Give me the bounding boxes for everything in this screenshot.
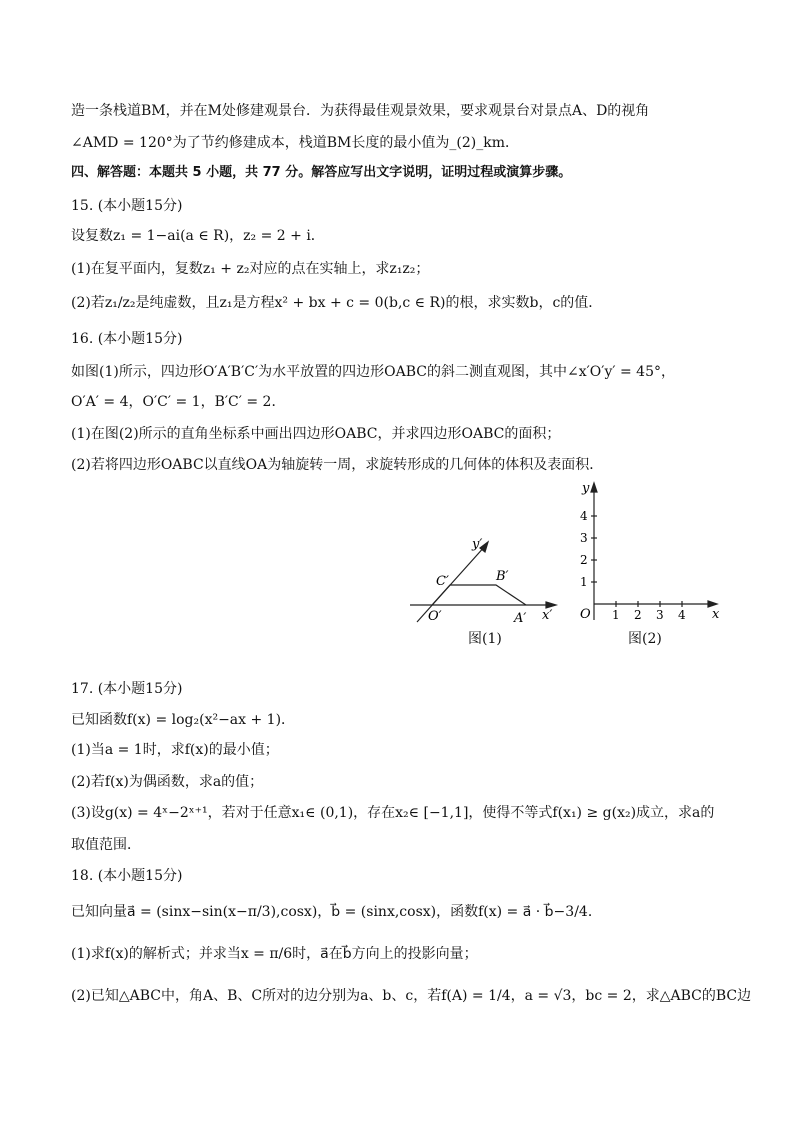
text-line: (1)在图(2)所示的直角坐标系中画出四边形OABC，并求四边形OABC的面积； [71,426,561,442]
x-axis-label: x [712,607,720,622]
text-line: (1)在复平面内，复数z₁ + z₂对应的点在实轴上，求z₁z₂； [71,261,430,277]
label-x-prime: x′ [542,608,553,623]
text-line: 设复数z₁ = 1−ai(a ∈ R)，z₂ = 2 + i． [71,228,325,244]
text-line: 如图(1)所示，四边形O′A′B′C′为水平放置的四边形OABC的斜二测直观图，其中∠x′O′y′ = 45°， [71,364,675,380]
question-header: 18. (本小题15分) [71,868,183,884]
label-c-prime: C′ [436,574,449,589]
label-a-prime: A′ [514,611,527,626]
text-line: ∠AMD = 120°为了节约修建成本，栈道BM长度的最小值为_(2)_km． [71,135,519,151]
figure-2-caption: 图(2) [628,631,662,647]
text-line: (2)若将四边形OABC以直线OA为轴旋转一周，求旋转形成的几何体的体积及表面积． [71,457,604,473]
x-tick-label: 2 [634,608,642,622]
question-header: 16. (本小题15分) [71,331,183,347]
text-line: (3)设g(x) = 4ˣ−2ˣ⁺¹，若对于任意x₁∈ (0,1)，存在x₂∈ [−1,1]，使得不等式f(x₁) ≥ g(x₂)成立，求a的 [71,805,715,821]
text-line: O′A′ = 4，O′C′ = 1，B′C′ = 2． [71,394,286,410]
y-tick-label: 2 [580,553,588,567]
text-line: (1)求f(x)的解析式；并求当x = π/6时，a⃗在b⃗方向上的投影向量； [71,946,478,962]
figure-1-oblique-drawing [400,530,570,630]
text-line: 取值范围． [71,837,141,853]
label-y-prime: y′ [472,537,483,552]
question-header: 17. (本小题15分) [71,681,183,697]
figure-1-caption: 图(1) [468,631,502,647]
x-tick-label: 1 [612,608,620,622]
figure-2-coordinate-system [572,478,732,626]
text-line: 已知向量a⃗ = (sinx−sin(x−π/3),cosx)，b⃗ = (sinx,cosx)，函数f(x) = a⃗ · b⃗−3/4． [71,904,602,920]
question-header: 15. (本小题15分) [71,198,183,214]
y-tick-label: 1 [580,575,588,589]
x-tick-label: 4 [678,608,686,622]
origin-label: O [580,607,591,622]
label-o-prime: O′ [428,609,442,624]
text-line: (1)当a = 1时，求f(x)的最小值； [71,742,279,758]
label-b-prime: B′ [496,569,509,584]
text-line: 已知函数f(x) = log₂(x²−ax + 1)． [71,712,296,728]
text-line: 造一条栈道BM，并在M处修建观景台．为获得最佳观景效果，要求观景台对景点A、D的视角 [71,103,650,119]
section-heading: 四、解答题：本题共 5 小题，共 77 分。解答应写出文字说明，证明过程或演算步骤。 [71,165,572,180]
x-tick-label: 3 [656,608,664,622]
text-line: (2)若z₁/z₂是纯虚数，且z₁是方程x² + bx + c = 0(b,c ∈ R)的根，求实数b，c的值． [71,295,603,311]
y-axis-label: y [582,481,590,496]
text-line: (2)已知△ABC中，角A、B、C所对的边分别为a、b、c，若f(A) = 1/4，a = √3，bc = 2，求△ABC的BC边 [71,988,752,1004]
y-tick-label: 4 [580,509,588,523]
text-line: (2)若f(x)为偶函数，求a的值； [71,774,264,790]
y-tick-label: 3 [580,531,588,545]
